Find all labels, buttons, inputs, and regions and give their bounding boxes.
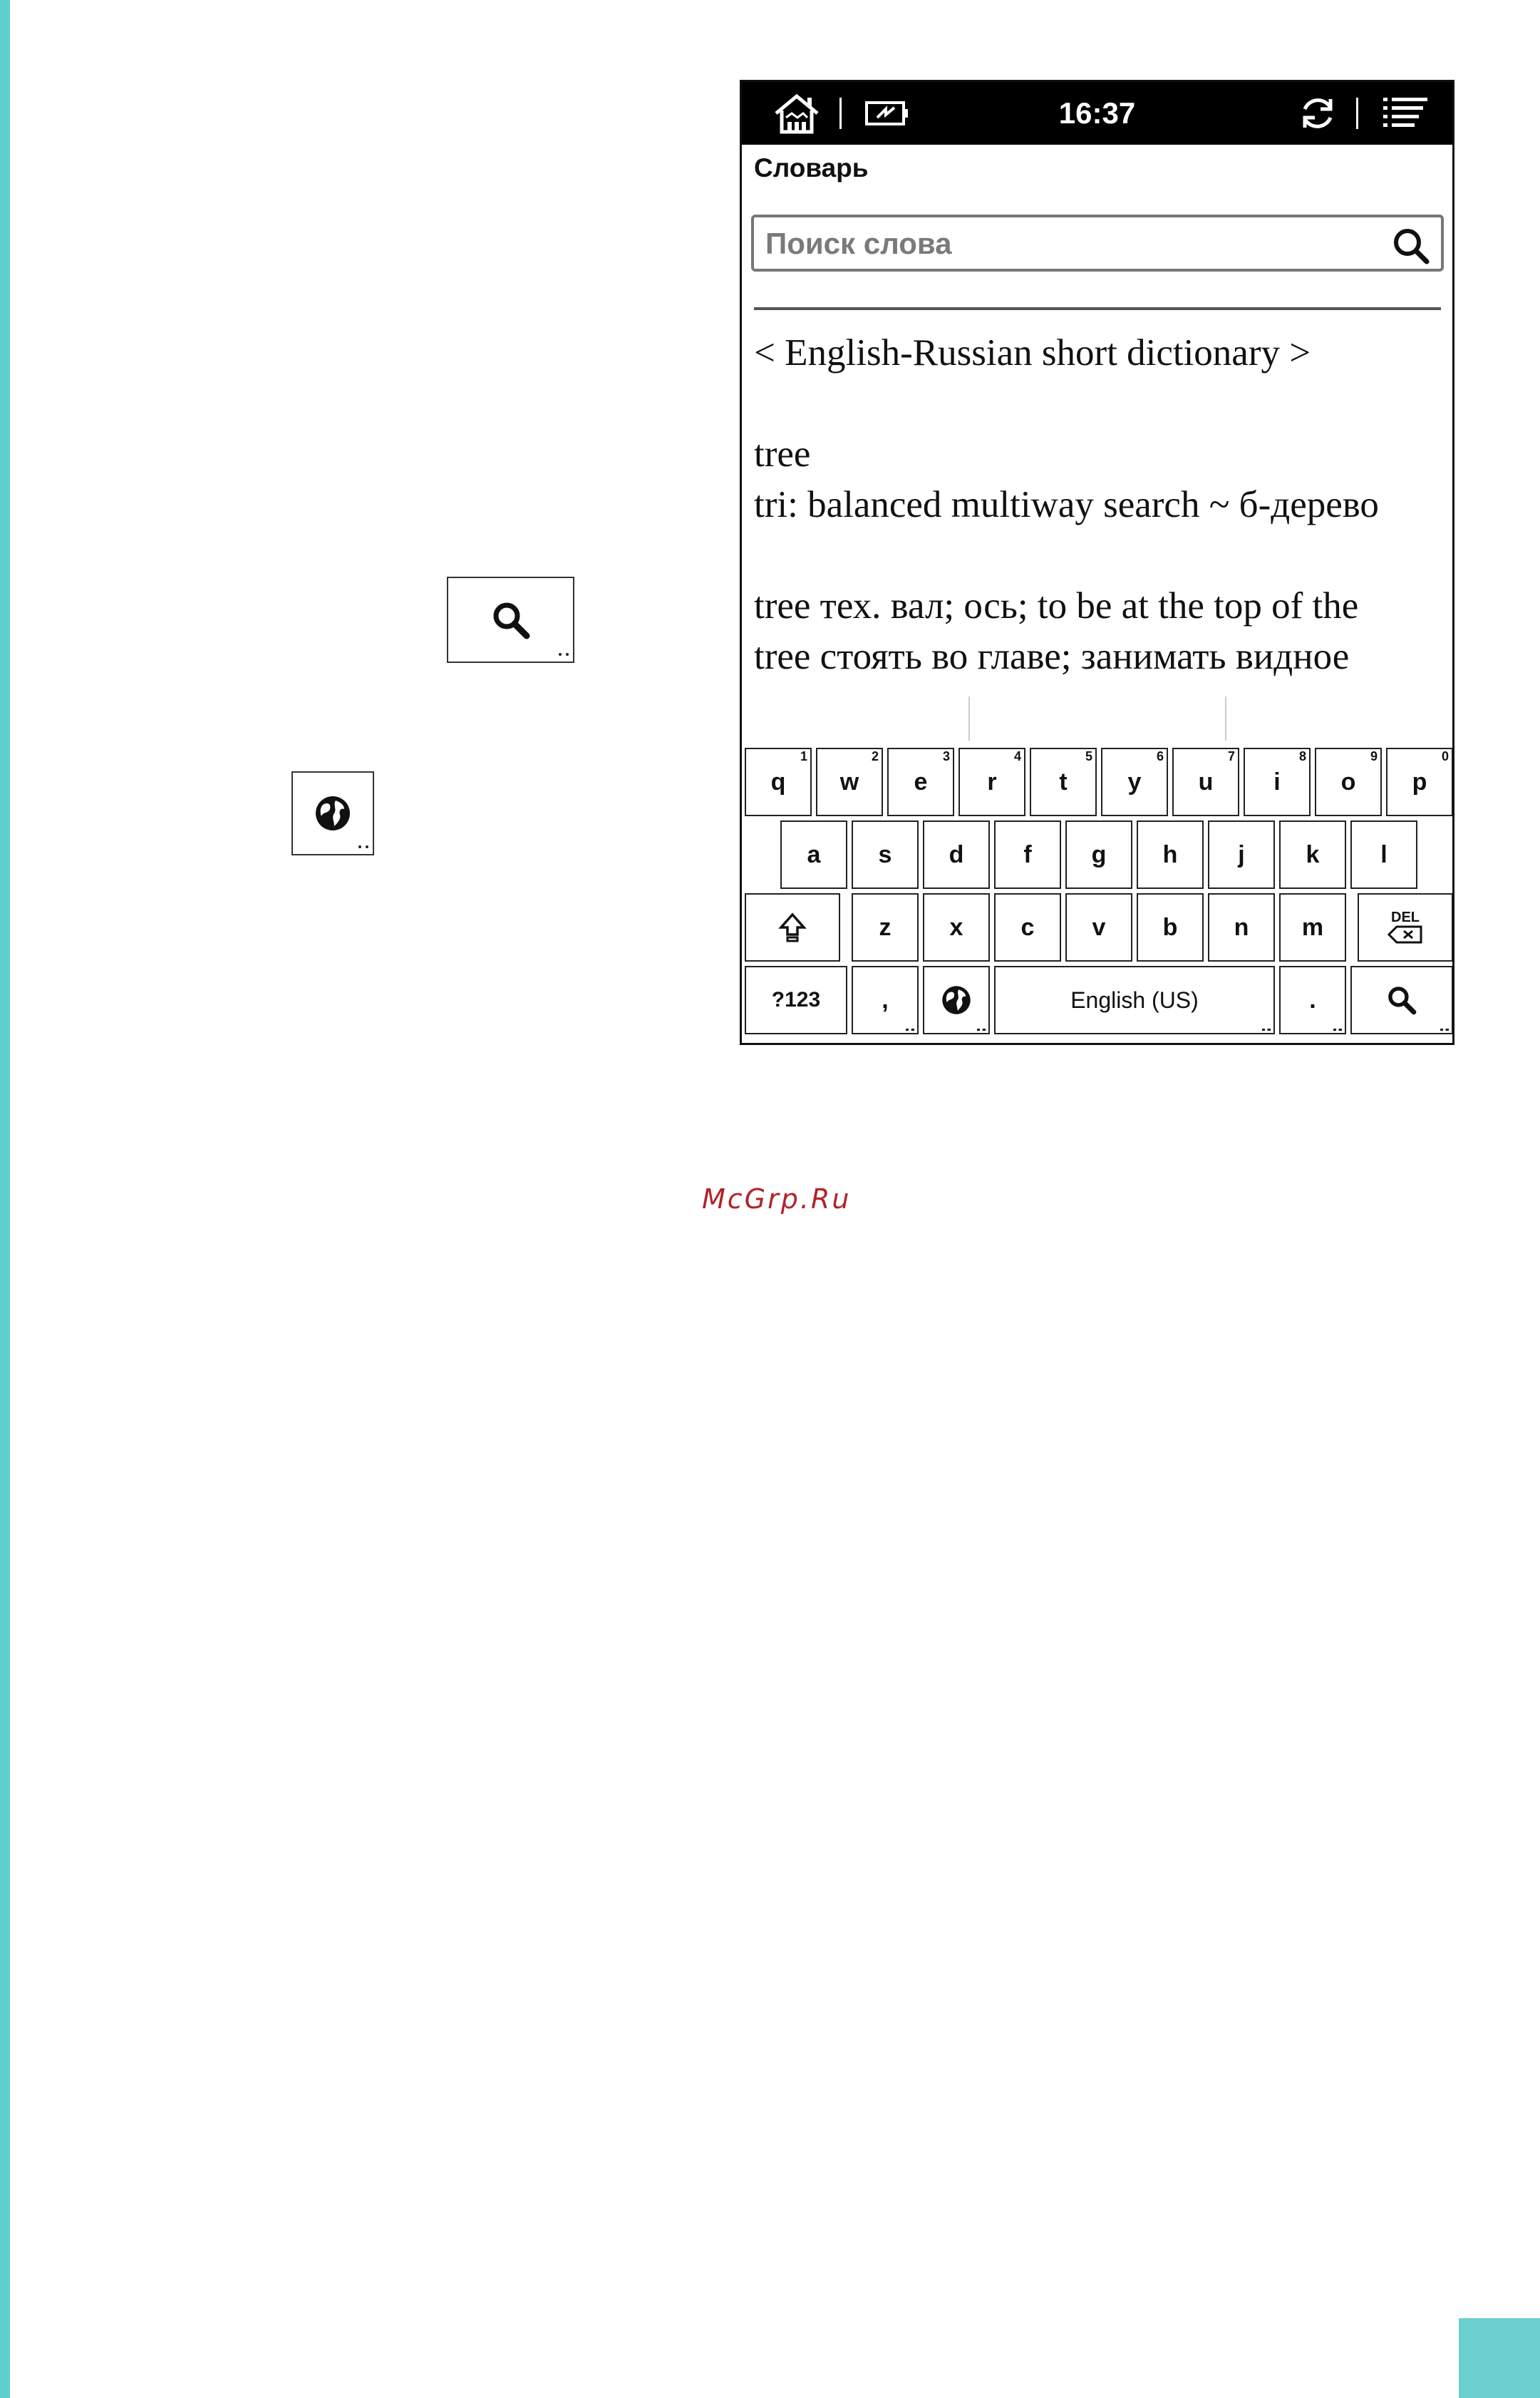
key-l[interactable]: l [1350, 820, 1417, 889]
search-key-illustration [447, 577, 574, 663]
key-b[interactable]: b [1137, 893, 1204, 962]
key-x[interactable]: x [923, 893, 990, 962]
status-bar [742, 82, 1452, 145]
more-dots-icon [559, 653, 569, 659]
shift-key[interactable] [745, 893, 840, 962]
search-icon[interactable] [1391, 226, 1431, 266]
divider [754, 307, 1441, 310]
key-c[interactable]: c [994, 893, 1061, 962]
key-f[interactable]: f [994, 820, 1061, 889]
delete-key[interactable] [1358, 893, 1453, 962]
app-title: Словарь [754, 153, 869, 182]
more-dots-icon [977, 1029, 986, 1031]
key-h[interactable]: h [1137, 820, 1204, 889]
dictionary-line: tri: balanced multiway search ~ б-дерево [754, 484, 1379, 525]
comma-key[interactable]: , [852, 966, 919, 1034]
status-separator [1356, 98, 1358, 129]
page-corner-tab [1459, 2318, 1540, 2398]
search-icon [490, 599, 532, 642]
left-accent-strip [0, 0, 10, 2398]
search-key[interactable] [1350, 966, 1453, 1034]
globe-icon [313, 793, 353, 833]
dictionary-header: < English-Russian short dictionary > [754, 332, 1311, 374]
menu-list-icon[interactable] [1380, 92, 1430, 135]
watermark: McGrp.Ru [702, 1183, 852, 1215]
key-d[interactable]: d [923, 820, 990, 889]
candidate-separator [1225, 696, 1226, 741]
more-dots-icon [1440, 1029, 1449, 1031]
more-dots-icon [906, 1029, 914, 1031]
search-icon [1385, 984, 1418, 1017]
key-a[interactable]: a [780, 820, 847, 889]
symbols-key[interactable]: ?123 [745, 966, 847, 1034]
period-key[interactable]: . [1279, 966, 1346, 1034]
device-screen [740, 80, 1454, 1045]
on-screen-keyboard [742, 748, 1454, 1045]
key-v[interactable]: v [1065, 893, 1132, 962]
globe-icon [940, 984, 973, 1017]
key-u[interactable]: u 7 [1172, 748, 1239, 816]
word-search-box[interactable] [751, 215, 1444, 272]
more-dots-icon [358, 845, 368, 851]
key-j[interactable]: j [1208, 820, 1275, 889]
backspace-icon [1387, 925, 1424, 945]
key-i[interactable]: i 8 [1244, 748, 1311, 816]
key-y[interactable]: y 6 [1101, 748, 1168, 816]
dictionary-line: tree тех. вал; ось; to be at the top of the [754, 585, 1359, 627]
delete-key-label: DEL [1391, 910, 1420, 925]
key-m[interactable]: m [1279, 893, 1346, 962]
space-key[interactable]: English (US) [994, 966, 1275, 1034]
key-s[interactable]: s [852, 820, 919, 889]
key-w[interactable]: w 2 [816, 748, 883, 816]
language-key-illustration [291, 771, 374, 855]
key-e[interactable]: e 3 [887, 748, 954, 816]
status-time: 16:37 [1058, 96, 1136, 130]
word-search-input[interactable] [764, 223, 1380, 264]
shift-icon [778, 912, 807, 943]
key-q[interactable]: q 1 [745, 748, 812, 816]
sync-icon[interactable] [1296, 92, 1339, 135]
dictionary-line: tree [754, 433, 811, 475]
key-n[interactable]: n [1208, 893, 1275, 962]
dictionary-line: tree стоять во главе; занимать видное [754, 636, 1350, 677]
key-t[interactable]: t 5 [1030, 748, 1097, 816]
key-k[interactable]: k [1279, 820, 1346, 889]
more-dots-icon [1333, 1029, 1342, 1031]
language-key[interactable] [923, 966, 990, 1034]
dictionary-result [754, 328, 1452, 682]
key-r[interactable]: r 4 [958, 748, 1025, 816]
key-o[interactable]: o 9 [1315, 748, 1382, 816]
candidate-separator [968, 696, 970, 741]
more-dots-icon [1262, 1029, 1271, 1031]
key-z[interactable]: z [852, 893, 919, 962]
key-p[interactable]: p 0 [1386, 748, 1453, 816]
key-g[interactable]: g [1065, 820, 1132, 889]
